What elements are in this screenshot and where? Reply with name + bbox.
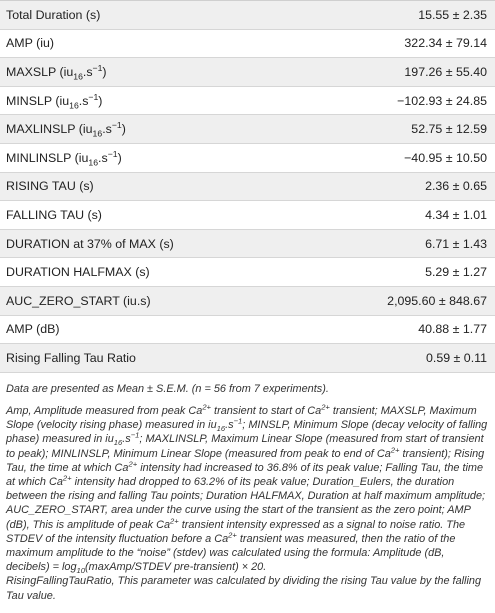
param-cell: Total Duration (s): [6, 7, 101, 22]
value-cell: −40.95 ± 10.50: [404, 150, 487, 165]
table-row: [0, 258, 495, 287]
param-cell: MINLINSLP $(iu_{16}.s^{-1})$: [6, 148, 122, 168]
abbreviations-note: Amp, Amplitude measured from peak $Ca^{2+}$ transient to start of $Ca^{2+}$ transient; MAXSLP, Maximum Slope (velocity rising phase) measured in $iu_{16}.s^{-1}$; MINSLP, Minimum Slope (decay velocity of falling phase) measured in $iu_{16}.s^{-1}$; MAXLINSLP, Maximum Linear Slope (measured from start of transient to peak); MINLINSLP, Minimum Linear Slope (measured from peak to end of $Ca^{2+}$ transient); Rising Tau, the time at which $Ca^{2+}$ intensity had increased to 36.8% of its peak value; Falling Tau, the time at which $Ca^{2+}$ intensity had dropped to 63.2% of its peak value; Duration_Eulers, the duration between the rising and falling Tau points; Duration HALFMAX, Duration at half maximum amplitude; AUC_ZERO_START, area under the curve using the start of the transient as the zero point; AMP (dB), This is amplitude of peak $Ca^{2+}$ transient intensity expressed as a signal to noise ratio. The STDEV of the intensity fluctuation before a $Ca^{2+}$ transient was measured, then the ratio of the maximum amplitude to the “noise” (stdev) was calculated using the formula: Amplitude (dB, decibels) = $\log_{10}(maxAmp$/STDEV pre-transient) × 20. RisingFallingTauRatio, This parameter was calculated by dividing the rising Tau value by the falling Tau value.: [6, 402, 488, 602]
param-cell: DURATION HALFMAX (s): [6, 265, 150, 280]
value-cell: 322.34 ± 79.14: [404, 36, 487, 51]
table-row: [0, 344, 495, 373]
table-row: [0, 115, 495, 144]
value-cell: 40.88 ± 1.77: [418, 322, 487, 337]
value-cell: 4.34 ± 1.01: [425, 207, 487, 222]
param-cell: MAXLINSLP $(iu_{16}.s^{-1})$: [6, 120, 126, 139]
table-row: [0, 201, 495, 230]
table-row: [0, 230, 495, 259]
value-cell: 2,095.60 ± 848.67: [387, 293, 487, 308]
param-cell: AMP (iu): [6, 36, 54, 51]
param-cell: AMP (dB): [6, 322, 60, 337]
table-row: [0, 0, 495, 30]
value-cell: −102.93 ± 24.85: [397, 93, 487, 108]
value-cell: 197.26 ± 55.40: [404, 64, 487, 79]
table-row: [0, 173, 495, 202]
value-cell: 6.71 ± 1.43: [425, 236, 487, 251]
value-cell: 0.59 ± 0.11: [426, 350, 487, 365]
data-note: Data are presented as Mean ± S.E.M. (n = 56 from 7 experiments).: [6, 382, 329, 395]
table-row: [0, 87, 495, 116]
table-row: [0, 316, 495, 345]
table-footnotes: [0, 373, 495, 603]
value-cell: 15.55 ± 2.35: [418, 7, 487, 22]
value-cell: 2.36 ± 0.65: [425, 179, 487, 194]
param-cell: DURATION at 37% of MAX (s): [6, 236, 174, 251]
param-cell: FALLING TAU (s): [6, 207, 102, 222]
table-row: [0, 287, 495, 316]
param-cell: Rising Falling Tau Ratio: [6, 350, 136, 365]
value-cell: 52.75 ± 12.59: [411, 122, 487, 137]
param-cell: MAXSLP $(iu_{16}.s^{-1})$: [6, 62, 107, 82]
param-cell: AUC_ZERO_START (iu.s): [6, 293, 151, 308]
value-cell: 5.29 ± 1.27: [425, 265, 487, 280]
param-cell: RISING TAU (s): [6, 179, 94, 194]
param-cell: MINSLP $(iu_{16}.s^{-1})$: [6, 91, 103, 111]
table-row: [0, 58, 495, 87]
table-row: [0, 30, 495, 59]
table-row: [0, 144, 495, 173]
